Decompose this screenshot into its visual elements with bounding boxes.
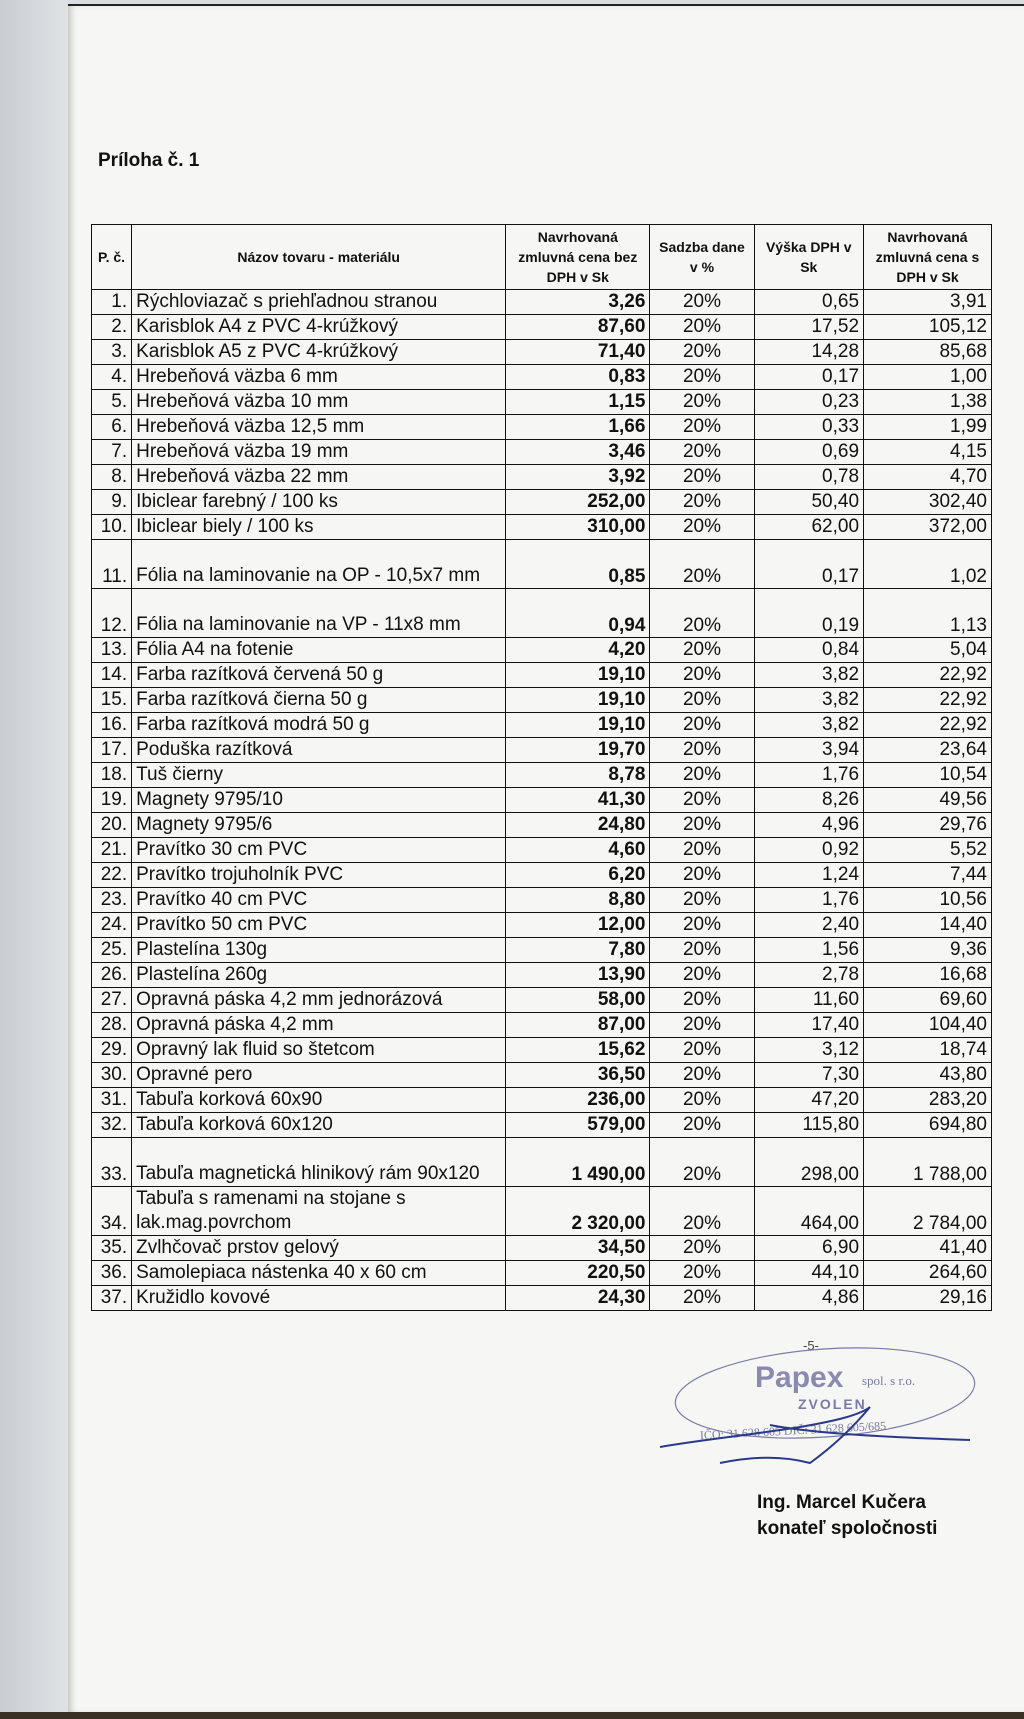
row-price-gross: 7,44 xyxy=(864,863,992,888)
table-row xyxy=(92,663,992,688)
table-row xyxy=(92,638,992,663)
row-rate: 20% xyxy=(650,663,754,688)
table-row xyxy=(92,988,992,1013)
row-price-net: 19,70 xyxy=(506,738,650,763)
row-name: Farba razítková čierna 50 g xyxy=(132,688,506,713)
header-rate: Sadzba dane v % xyxy=(650,225,754,290)
row-number: 25. xyxy=(92,938,132,963)
table-row xyxy=(92,589,992,638)
row-number: 36. xyxy=(92,1261,132,1286)
table-row xyxy=(92,515,992,540)
row-vat: 3,82 xyxy=(754,688,864,713)
row-price-net: 3,46 xyxy=(506,440,650,465)
table-row xyxy=(92,788,992,813)
row-price-gross: 29,76 xyxy=(864,813,992,838)
row-rate: 20% xyxy=(650,1236,754,1261)
row-price-net: 19,10 xyxy=(506,713,650,738)
row-rate: 20% xyxy=(650,1261,754,1286)
row-number: 30. xyxy=(92,1063,132,1088)
row-price-net: 2 320,00 xyxy=(506,1187,650,1236)
table-row xyxy=(92,1187,992,1236)
row-vat: 3,82 xyxy=(754,663,864,688)
row-price-gross: 694,80 xyxy=(864,1113,992,1138)
row-price-gross: 10,54 xyxy=(864,763,992,788)
row-name: Pravítko trojuholník PVC xyxy=(132,863,506,888)
row-price-gross: 283,20 xyxy=(864,1088,992,1113)
row-price-gross: 1,02 xyxy=(864,540,992,589)
row-price-net: 0,94 xyxy=(506,589,650,638)
signature-block xyxy=(757,1490,937,1542)
row-vat: 0,69 xyxy=(754,440,864,465)
row-name: Pravítko 40 cm PVC xyxy=(132,888,506,913)
row-name: Hrebeňová väzba 22 mm xyxy=(132,465,506,490)
row-number: 1. xyxy=(92,290,132,315)
row-name: Opravná páska 4,2 mm jednorázová xyxy=(132,988,506,1013)
row-price-gross: 5,04 xyxy=(864,638,992,663)
row-name: Magnety 9795/10 xyxy=(132,788,506,813)
row-rate: 20% xyxy=(650,1063,754,1088)
row-rate: 20% xyxy=(650,1088,754,1113)
signer-name: Ing. Marcel Kučera xyxy=(757,1492,926,1513)
table-row xyxy=(92,1138,992,1187)
row-vat: 0,33 xyxy=(754,415,864,440)
row-number: 33. xyxy=(92,1138,132,1187)
row-name: Tabuľa magnetická hlinikový rám 90x120 xyxy=(132,1138,506,1187)
row-number: 17. xyxy=(92,738,132,763)
row-name: Tabuľa s ramenami na stojane s lak.mag.povrchom xyxy=(132,1187,506,1236)
row-price-gross: 3,91 xyxy=(864,290,992,315)
row-rate: 20% xyxy=(650,1187,754,1236)
table-row xyxy=(92,490,992,515)
row-price-net: 15,62 xyxy=(506,1038,650,1063)
row-price-gross: 5,52 xyxy=(864,838,992,863)
row-name: Opravná páska 4,2 mm xyxy=(132,1013,506,1038)
row-rate: 20% xyxy=(650,988,754,1013)
table-header-row xyxy=(92,225,992,290)
row-vat: 0,78 xyxy=(754,465,864,490)
table-row xyxy=(92,390,992,415)
row-rate: 20% xyxy=(650,763,754,788)
row-vat: 464,00 xyxy=(754,1187,864,1236)
row-vat: 115,80 xyxy=(754,1113,864,1138)
row-price-net: 41,30 xyxy=(506,788,650,813)
table-body xyxy=(92,290,992,1311)
row-rate: 20% xyxy=(650,1138,754,1187)
table-row xyxy=(92,315,992,340)
row-number: 15. xyxy=(92,688,132,713)
row-number: 7. xyxy=(92,440,132,465)
row-price-gross: 22,92 xyxy=(864,688,992,713)
row-number: 31. xyxy=(92,1088,132,1113)
row-number: 5. xyxy=(92,390,132,415)
row-rate: 20% xyxy=(650,813,754,838)
row-rate: 20% xyxy=(650,390,754,415)
row-price-gross: 22,92 xyxy=(864,663,992,688)
row-rate: 20% xyxy=(650,913,754,938)
row-price-net: 4,20 xyxy=(506,638,650,663)
row-price-gross: 1,99 xyxy=(864,415,992,440)
table-row xyxy=(92,1261,992,1286)
row-rate: 20% xyxy=(650,1286,754,1311)
row-name: Samolepiaca nástenka 40 x 60 cm xyxy=(132,1261,506,1286)
table-row xyxy=(92,440,992,465)
row-rate: 20% xyxy=(650,465,754,490)
row-name: Fólia na laminovanie na OP - 10,5x7 mm xyxy=(132,540,506,589)
row-price-gross: 264,60 xyxy=(864,1261,992,1286)
row-rate: 20% xyxy=(650,963,754,988)
row-number: 24. xyxy=(92,913,132,938)
row-rate: 20% xyxy=(650,638,754,663)
table-row xyxy=(92,290,992,315)
row-price-net: 236,00 xyxy=(506,1088,650,1113)
row-name: Hrebeňová väzba 12,5 mm xyxy=(132,415,506,440)
row-name: Fólia A4 na fotenie xyxy=(132,638,506,663)
row-price-net: 34,50 xyxy=(506,1236,650,1261)
row-rate: 20% xyxy=(650,365,754,390)
row-rate: 20% xyxy=(650,1038,754,1063)
row-vat: 0,84 xyxy=(754,638,864,663)
row-number: 13. xyxy=(92,638,132,663)
bottom-edge xyxy=(0,1712,1024,1719)
row-price-gross: 14,40 xyxy=(864,913,992,938)
table-row xyxy=(92,1113,992,1138)
company-stamp xyxy=(660,1345,980,1465)
row-vat: 3,12 xyxy=(754,1038,864,1063)
row-price-gross: 9,36 xyxy=(864,938,992,963)
scan-margin xyxy=(0,0,68,1719)
row-vat: 0,92 xyxy=(754,838,864,863)
row-price-gross: 4,70 xyxy=(864,465,992,490)
row-name: Ibiclear farebný / 100 ks xyxy=(132,490,506,515)
row-number: 20. xyxy=(92,813,132,838)
row-vat: 62,00 xyxy=(754,515,864,540)
row-price-net: 19,10 xyxy=(506,688,650,713)
row-name: Kružidlo kovové xyxy=(132,1286,506,1311)
row-price-gross: 1,00 xyxy=(864,365,992,390)
row-price-net: 36,50 xyxy=(506,1063,650,1088)
row-rate: 20% xyxy=(650,589,754,638)
row-name: Tuš čierny xyxy=(132,763,506,788)
table-row xyxy=(92,813,992,838)
row-number: 12. xyxy=(92,589,132,638)
row-price-net: 87,60 xyxy=(506,315,650,340)
row-name: Opravné pero xyxy=(132,1063,506,1088)
row-number: 11. xyxy=(92,540,132,589)
row-number: 29. xyxy=(92,1038,132,1063)
page-number: -5- xyxy=(803,1338,819,1353)
row-price-net: 19,10 xyxy=(506,663,650,688)
row-number: 23. xyxy=(92,888,132,913)
table-row xyxy=(92,1088,992,1113)
row-name: Opravný lak fluid so štetcom xyxy=(132,1038,506,1063)
row-name: Karisblok A4 z PVC 4-krúžkový xyxy=(132,315,506,340)
row-vat: 1,76 xyxy=(754,888,864,913)
row-number: 21. xyxy=(92,838,132,863)
row-price-gross: 1,13 xyxy=(864,589,992,638)
row-name: Hrebeňová väzba 6 mm xyxy=(132,365,506,390)
row-price-gross: 16,68 xyxy=(864,963,992,988)
table-row xyxy=(92,465,992,490)
row-price-net: 252,00 xyxy=(506,490,650,515)
header-no: P. č. xyxy=(92,225,132,290)
row-rate: 20% xyxy=(650,788,754,813)
row-price-gross: 69,60 xyxy=(864,988,992,1013)
row-price-net: 71,40 xyxy=(506,340,650,365)
row-price-net: 58,00 xyxy=(506,988,650,1013)
row-rate: 20% xyxy=(650,938,754,963)
table-row xyxy=(92,713,992,738)
row-vat: 4,96 xyxy=(754,813,864,838)
row-price-gross: 43,80 xyxy=(864,1063,992,1088)
row-price-gross: 49,56 xyxy=(864,788,992,813)
row-price-gross: 18,74 xyxy=(864,1038,992,1063)
row-vat: 50,40 xyxy=(754,490,864,515)
table-row xyxy=(92,415,992,440)
table-row xyxy=(92,913,992,938)
row-number: 26. xyxy=(92,963,132,988)
table-row xyxy=(92,1013,992,1038)
row-price-gross: 1 788,00 xyxy=(864,1138,992,1187)
row-number: 3. xyxy=(92,340,132,365)
row-vat: 298,00 xyxy=(754,1138,864,1187)
row-rate: 20% xyxy=(650,1013,754,1038)
row-price-gross: 10,56 xyxy=(864,888,992,913)
table-row xyxy=(92,863,992,888)
row-vat: 2,78 xyxy=(754,963,864,988)
row-vat: 4,86 xyxy=(754,1286,864,1311)
price-table xyxy=(91,224,992,1311)
row-name: Plastelína 260g xyxy=(132,963,506,988)
row-vat: 8,26 xyxy=(754,788,864,813)
row-vat: 3,82 xyxy=(754,713,864,738)
table-row xyxy=(92,963,992,988)
row-rate: 20% xyxy=(650,340,754,365)
row-vat: 47,20 xyxy=(754,1088,864,1113)
row-vat: 0,17 xyxy=(754,540,864,589)
row-price-gross: 1,38 xyxy=(864,390,992,415)
row-price-net: 310,00 xyxy=(506,515,650,540)
row-vat: 1,24 xyxy=(754,863,864,888)
row-rate: 20% xyxy=(650,440,754,465)
header-name: Názov tovaru - materiálu xyxy=(132,225,506,290)
row-name: Tabuľa korková 60x90 xyxy=(132,1088,506,1113)
row-number: 2. xyxy=(92,315,132,340)
table-row xyxy=(92,1236,992,1261)
table-row xyxy=(92,1063,992,1088)
row-price-net: 24,30 xyxy=(506,1286,650,1311)
signer-role: konateľ spoločnosti xyxy=(757,1518,938,1539)
row-number: 4. xyxy=(92,365,132,390)
header-price-net: Navrhovaná zmluvná cena bez DPH v Sk xyxy=(506,225,650,290)
row-vat: 0,65 xyxy=(754,290,864,315)
row-price-gross: 41,40 xyxy=(864,1236,992,1261)
row-vat: 0,23 xyxy=(754,390,864,415)
table-row xyxy=(92,540,992,589)
row-vat: 3,94 xyxy=(754,738,864,763)
row-price-net: 3,26 xyxy=(506,290,650,315)
row-vat: 0,17 xyxy=(754,365,864,390)
row-price-net: 0,85 xyxy=(506,540,650,589)
header-vat: Výška DPH v Sk xyxy=(754,225,864,290)
row-vat: 2,40 xyxy=(754,913,864,938)
row-number: 19. xyxy=(92,788,132,813)
row-price-net: 6,20 xyxy=(506,863,650,888)
row-number: 6. xyxy=(92,415,132,440)
row-price-gross: 85,68 xyxy=(864,340,992,365)
row-name: Zvlhčovač prstov gelový xyxy=(132,1236,506,1261)
row-price-net: 1,15 xyxy=(506,390,650,415)
row-price-net: 12,00 xyxy=(506,913,650,938)
row-vat: 0,19 xyxy=(754,589,864,638)
row-price-net: 0,83 xyxy=(506,365,650,390)
row-price-gross: 372,00 xyxy=(864,515,992,540)
row-rate: 20% xyxy=(650,888,754,913)
row-name: Plastelína 130g xyxy=(132,938,506,963)
row-vat: 14,28 xyxy=(754,340,864,365)
header-price-gross: Navrhovaná zmluvná cena s DPH v Sk xyxy=(864,225,992,290)
row-rate: 20% xyxy=(650,863,754,888)
row-rate: 20% xyxy=(650,315,754,340)
row-price-net: 8,80 xyxy=(506,888,650,913)
row-number: 32. xyxy=(92,1113,132,1138)
row-rate: 20% xyxy=(650,838,754,863)
row-price-net: 3,92 xyxy=(506,465,650,490)
row-rate: 20% xyxy=(650,415,754,440)
row-rate: 20% xyxy=(650,738,754,763)
row-price-net: 13,90 xyxy=(506,963,650,988)
table-row xyxy=(92,1286,992,1311)
row-price-net: 8,78 xyxy=(506,763,650,788)
table-row xyxy=(92,688,992,713)
row-price-gross: 104,40 xyxy=(864,1013,992,1038)
row-number: 35. xyxy=(92,1236,132,1261)
row-price-net: 220,50 xyxy=(506,1261,650,1286)
row-vat: 1,76 xyxy=(754,763,864,788)
row-name: Ibiclear biely / 100 ks xyxy=(132,515,506,540)
row-price-net: 1,66 xyxy=(506,415,650,440)
row-vat: 1,56 xyxy=(754,938,864,963)
row-rate: 20% xyxy=(650,490,754,515)
row-vat: 17,40 xyxy=(754,1013,864,1038)
row-number: 27. xyxy=(92,988,132,1013)
row-rate: 20% xyxy=(650,290,754,315)
row-number: 28. xyxy=(92,1013,132,1038)
row-vat: 11,60 xyxy=(754,988,864,1013)
row-price-net: 7,80 xyxy=(506,938,650,963)
row-name: Pravítko 50 cm PVC xyxy=(132,913,506,938)
row-price-gross: 105,12 xyxy=(864,315,992,340)
row-price-gross: 302,40 xyxy=(864,490,992,515)
row-number: 34. xyxy=(92,1187,132,1236)
row-vat: 44,10 xyxy=(754,1261,864,1286)
row-name: Pravítko 30 cm PVC xyxy=(132,838,506,863)
row-price-net: 87,00 xyxy=(506,1013,650,1038)
row-name: Hrebeňová väzba 19 mm xyxy=(132,440,506,465)
row-price-gross: 2 784,00 xyxy=(864,1187,992,1236)
row-name: Magnety 9795/6 xyxy=(132,813,506,838)
top-rule xyxy=(68,4,1024,6)
stamp-ids: IČO: 31 628 605 DIČ: 31 628 605/685 xyxy=(699,1418,887,1443)
row-number: 16. xyxy=(92,713,132,738)
table-row xyxy=(92,938,992,963)
row-number: 37. xyxy=(92,1286,132,1311)
table-row xyxy=(92,763,992,788)
table-row xyxy=(92,738,992,763)
row-price-gross: 4,15 xyxy=(864,440,992,465)
row-vat: 7,30 xyxy=(754,1063,864,1088)
row-name: Karisblok A5 z PVC 4-krúžkový xyxy=(132,340,506,365)
row-vat: 17,52 xyxy=(754,315,864,340)
row-number: 9. xyxy=(92,490,132,515)
document-title: Príloha č. 1 xyxy=(98,150,200,171)
row-price-net: 579,00 xyxy=(506,1113,650,1138)
row-name: Tabuľa korková 60x120 xyxy=(132,1113,506,1138)
row-number: 8. xyxy=(92,465,132,490)
row-price-gross: 23,64 xyxy=(864,738,992,763)
row-rate: 20% xyxy=(650,713,754,738)
row-price-net: 1 490,00 xyxy=(506,1138,650,1187)
row-name: Farba razítková modrá 50 g xyxy=(132,713,506,738)
row-vat: 6,90 xyxy=(754,1236,864,1261)
row-number: 22. xyxy=(92,863,132,888)
row-number: 10. xyxy=(92,515,132,540)
table-row xyxy=(92,838,992,863)
stamp-city: ZVOLEN xyxy=(798,1396,867,1412)
row-price-net: 24,80 xyxy=(506,813,650,838)
stamp-suffix: spol. s r.o. xyxy=(862,1373,916,1388)
stamp-company: Papex xyxy=(755,1361,844,1394)
row-price-gross: 29,16 xyxy=(864,1286,992,1311)
row-price-gross: 22,92 xyxy=(864,713,992,738)
row-rate: 20% xyxy=(650,540,754,589)
row-number: 14. xyxy=(92,663,132,688)
table-row xyxy=(92,888,992,913)
row-name: Rýchloviazač s priehľadnou stranou xyxy=(132,290,506,315)
row-name: Fólia na laminovanie na VP - 11x8 mm xyxy=(132,589,506,638)
row-rate: 20% xyxy=(650,688,754,713)
row-name: Poduška razítková xyxy=(132,738,506,763)
row-name: Hrebeňová väzba 10 mm xyxy=(132,390,506,415)
row-rate: 20% xyxy=(650,1113,754,1138)
row-rate: 20% xyxy=(650,515,754,540)
row-name: Farba razítková červená 50 g xyxy=(132,663,506,688)
row-number: 18. xyxy=(92,763,132,788)
table-row xyxy=(92,365,992,390)
table-row xyxy=(92,340,992,365)
row-price-net: 4,60 xyxy=(506,838,650,863)
table-row xyxy=(92,1038,992,1063)
